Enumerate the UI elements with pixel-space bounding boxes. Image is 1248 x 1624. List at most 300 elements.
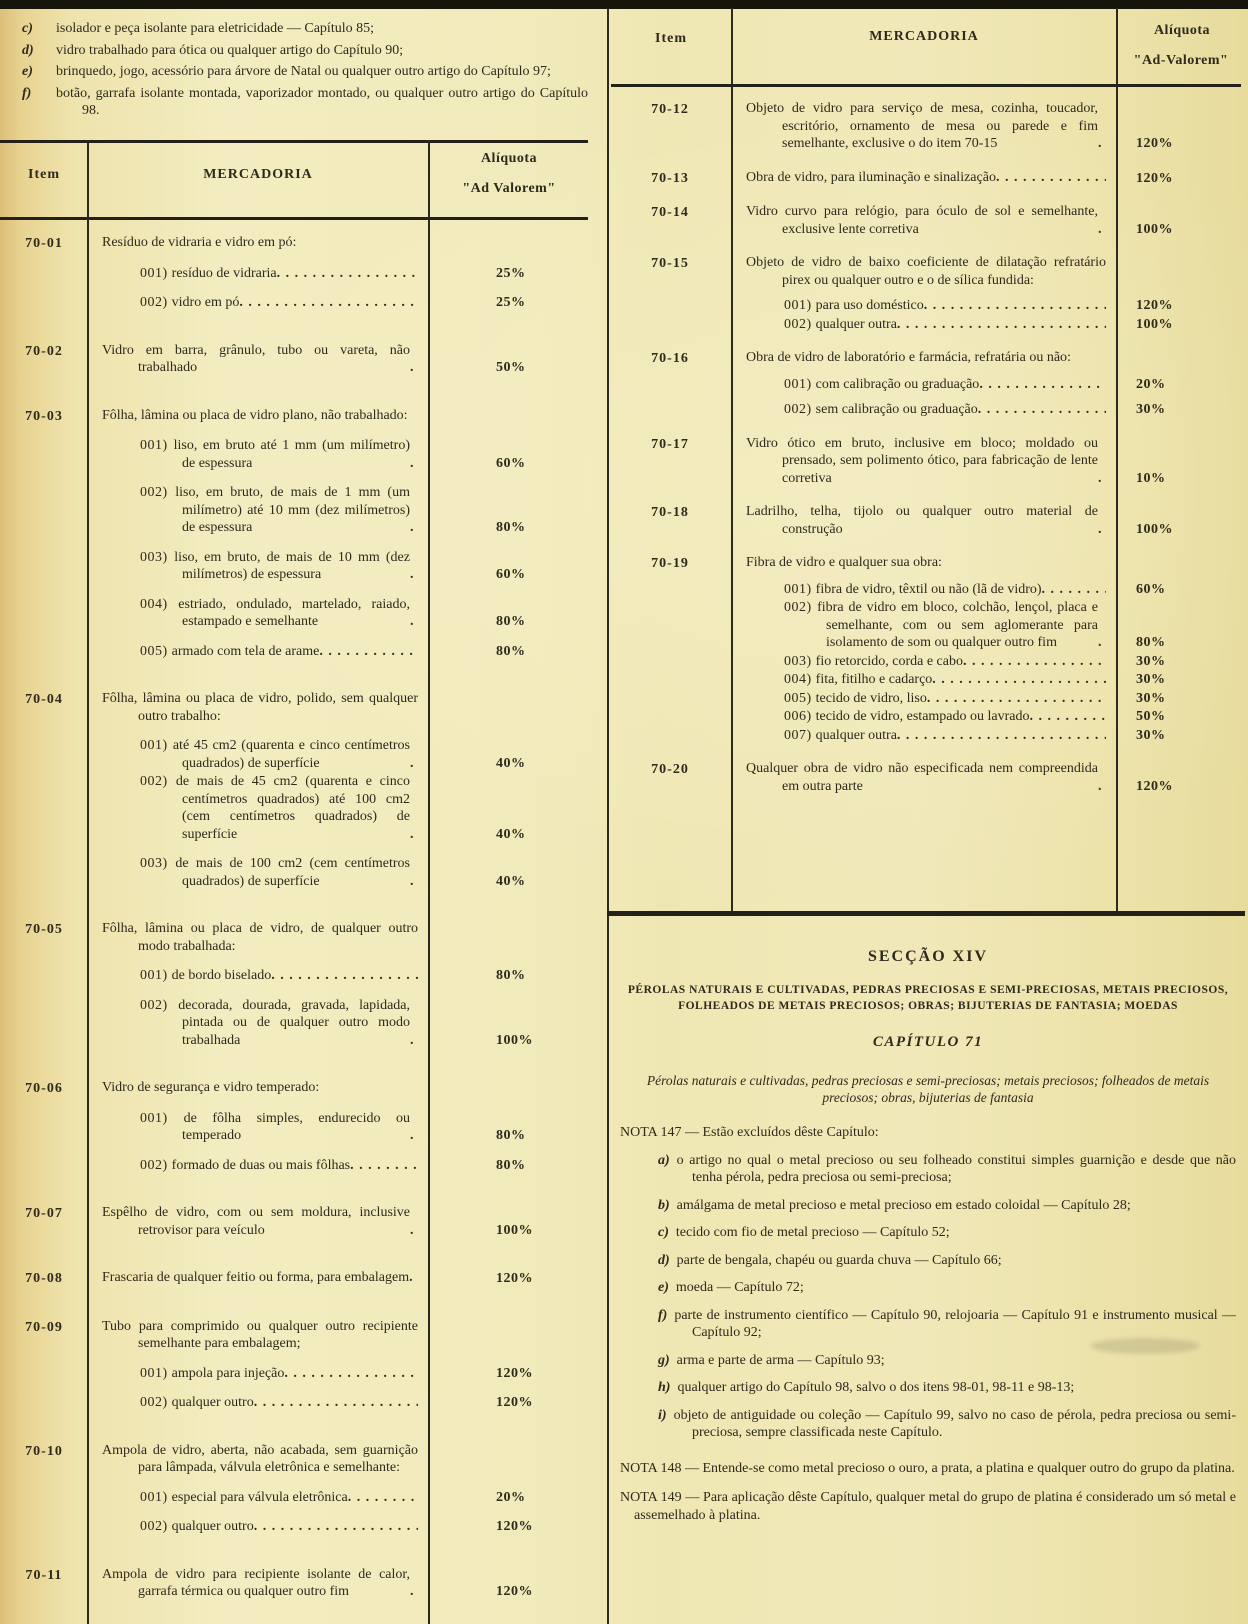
mercadoria-text: 001) de bordo biselado — [140, 968, 272, 983]
tariff-entry-row — [608, 760, 1248, 795]
mercadoria-text: Vidro em barra, grânulo, tubo ou vareta, não trabalhado — [102, 342, 410, 375]
dot-leader — [254, 1518, 418, 1536]
nota-item-label: h) — [658, 1380, 671, 1395]
mercadoria-line — [746, 316, 1106, 334]
sub-item-code: 001) — [784, 298, 816, 313]
intro-item-label: d) — [22, 42, 34, 58]
dot-leader — [271, 967, 418, 985]
mercadoria-cell — [88, 967, 428, 985]
item-code: 70-06 — [25, 1081, 63, 1096]
mercadoria-text: Ampola de vidro, aberta, não acabada, sem guarnição para lâmpada, válvula eletrônica e semelhante: — [102, 1442, 418, 1475]
mercadoria-text: Frascaria de qualquer feitio ou forma, para embalagem — [102, 1270, 410, 1285]
tariff-entry-row — [608, 599, 1248, 652]
nota-item-label: e) — [658, 1280, 669, 1295]
tariff-entry-row — [608, 100, 1248, 153]
mercadoria-cell — [732, 435, 1116, 488]
item-code: 70-15 — [651, 256, 689, 271]
rate-value: 60% — [496, 455, 526, 471]
item-code — [0, 1110, 88, 1145]
mercadoria-cell — [88, 265, 428, 283]
item-code — [0, 437, 88, 472]
tariff-entry-row — [0, 407, 590, 426]
item-code — [0, 265, 88, 283]
mercadoria-line — [746, 581, 1106, 599]
item-code — [608, 671, 732, 689]
mercadoria-cell — [732, 671, 1116, 689]
nota-147-item: h) qualquer artigo do Capítulo 98, salvo o dos itens 98-01, 98-11 e 98-13; — [658, 1380, 1075, 1395]
sub-item-code: 002) — [784, 316, 816, 332]
item-code: 70-16 — [651, 351, 689, 366]
mercadoria-cell — [732, 727, 1116, 745]
tariff-entry-row — [0, 265, 590, 283]
mercadoria-text: Obra de vidro de laboratório e farmácia, refratária ou não: — [746, 350, 1071, 365]
mercadoria-line — [746, 599, 1106, 652]
mercadoria-text: 002) fibra de vidro em bloco, colchão, lençol, placa e semelhante, com ou sem aglomerante para isolamento de som ou qualquer outro fim — [784, 600, 1098, 650]
tariff-entry-row — [0, 737, 590, 772]
dot-leader — [1098, 470, 1106, 488]
mercadoria-text: Fôlha, lâmina ou placa de vidro, de qualquer outro modo trabalhada: — [102, 921, 418, 954]
rate-value: 30% — [1136, 653, 1166, 669]
dot-leader — [254, 1394, 418, 1412]
tariff-entry-row — [608, 690, 1248, 708]
nota-149: NOTA 149 — Para aplicação dêste Capítulo, qualquer metal do grupo de platina é considerado um só metal e assemelhado à platina. — [620, 1490, 1236, 1523]
mercadoria-line — [746, 653, 1106, 671]
dot-leader — [410, 1583, 418, 1601]
mercadoria-text: Objeto de vidro para serviço de mesa, cozinha, toucador, escritório, ornamento de mesa ou parede e fim semelhante, exclusive o do item 70-15 — [746, 101, 1098, 151]
dot-leader — [1030, 708, 1107, 726]
dot-leader — [410, 613, 418, 631]
left-header-aliquota-2: "Ad Valorem" — [462, 181, 556, 196]
tariff-entry-row — [0, 1204, 590, 1239]
item-code: 70-14 — [651, 205, 689, 220]
mercadoria-text: Resíduo de vidraria e vidro em pó: — [102, 235, 297, 250]
mercadoria-line — [102, 484, 418, 537]
tariff-entry-row — [0, 1110, 590, 1145]
rate-value: 50% — [1136, 709, 1166, 724]
item-code — [0, 1157, 88, 1175]
item-code — [608, 316, 732, 334]
rate-value: 30% — [1136, 672, 1166, 687]
item-code: 70-18 — [651, 505, 689, 520]
tariff-entry-row — [0, 1394, 590, 1412]
left-header-mercadoria: MERCADORIA — [203, 167, 313, 182]
section-xiv — [610, 938, 1244, 1524]
dot-leader — [979, 376, 1106, 394]
mercadoria-cell — [88, 407, 428, 426]
tariff-entry-row — [608, 254, 1248, 289]
item-code — [608, 727, 732, 745]
rate-value: 50% — [496, 360, 526, 375]
nota-147-item: i) objeto de antiguidade ou coleção — Capítulo 99, salvo no caso de pérola, pedra preciosa ou semi-preciosa, sempre classificada neste Capítulo. — [658, 1407, 1236, 1440]
mercadoria-line — [746, 169, 1106, 187]
mercadoria-line — [102, 1110, 418, 1145]
tariff-entry-row — [608, 401, 1248, 419]
dot-leader — [277, 265, 418, 283]
mercadoria-text: Vidro curvo para relógio, para óculo de sol e semelhante, exclusive lente corretiva — [746, 204, 1098, 237]
rate-value: 120% — [1136, 170, 1173, 186]
nota-item-label: c) — [658, 1225, 669, 1240]
intro-exclusion-item — [14, 42, 588, 60]
mercadoria-line — [102, 265, 418, 283]
item-code — [608, 401, 732, 419]
tariff-entry-row — [608, 316, 1248, 334]
sub-item-code: 002) — [140, 1519, 172, 1534]
mercadoria-text: 002) vidro em pó — [140, 295, 240, 310]
mercadoria-text: 001) especial para válvula eletrônica — [140, 1489, 348, 1505]
tariff-entry-row — [0, 967, 590, 985]
intro-exclusion-list — [14, 20, 588, 124]
mercadoria-text: 006) tecido de vidro, estampado ou lavrado — [784, 709, 1030, 724]
item-code — [608, 297, 732, 315]
mercadoria-text: 004) estriado, ondulado, martelado, raiado, estampado e semelhante — [140, 596, 410, 629]
dot-leader — [924, 297, 1106, 315]
rate-value: 30% — [1136, 402, 1166, 417]
mercadoria-text: 002) qualquer outro — [140, 1395, 254, 1410]
mercadoria-text: Tubo para comprimido ou qualquer outro recipiente semelhante para embalagem; — [102, 1318, 418, 1351]
sub-item-code: 005) — [784, 690, 816, 706]
mercadoria-cell — [732, 100, 1116, 153]
mercadoria-cell — [88, 294, 428, 312]
dot-leader — [348, 1489, 418, 1507]
mercadoria-text: Espêlho de vidro, com ou sem moldura, inclusive retrovisor para veículo — [102, 1205, 410, 1238]
mercadoria-cell — [732, 503, 1116, 538]
mercadoria-line — [102, 437, 418, 472]
mercadoria-cell — [88, 1079, 428, 1098]
rate-value: 20% — [1136, 376, 1166, 392]
mercadoria-cell — [732, 760, 1116, 795]
mercadoria-text: 003) fio retorcido, corda e cabo — [784, 653, 963, 669]
item-code: 70-05 — [25, 922, 63, 937]
intro-item-label: c) — [22, 21, 33, 36]
tariff-entry-row — [608, 435, 1248, 488]
item-code — [0, 737, 88, 772]
mercadoria-cell — [88, 1365, 428, 1383]
item-code: 70-02 — [25, 343, 63, 359]
item-code — [0, 967, 88, 985]
mercadoria-text: 001) ampola para injeção — [140, 1365, 285, 1381]
dot-leader — [1098, 778, 1106, 796]
mercadoria-line — [102, 1394, 418, 1412]
tariff-entry-row — [0, 1269, 590, 1288]
rate-value: 120% — [1136, 136, 1173, 151]
tariff-entry-row — [0, 549, 590, 584]
mercadoria-line — [102, 737, 418, 772]
sub-item-code: 007) — [784, 727, 816, 743]
sub-item-code: 004) — [784, 672, 816, 687]
mercadoria-line — [102, 1079, 418, 1097]
sub-item-code: 001) — [140, 1365, 172, 1381]
rate-value: 60% — [1136, 581, 1166, 597]
left-header-aliquota-1: Alíquota — [480, 151, 538, 166]
mercadoria-line — [746, 708, 1106, 726]
mercadoria-text: 001) de fôlha simples, endurecido ou temperado — [140, 1110, 410, 1143]
mercadoria-line — [102, 1518, 418, 1536]
tariff-entry-row — [608, 708, 1248, 726]
mercadoria-line — [102, 294, 418, 312]
mercadoria-cell — [88, 920, 428, 955]
right-table-header-rule — [611, 84, 1241, 87]
mercadoria-cell — [732, 316, 1116, 334]
nota-147-lead: NOTA 147 — Estão excluídos dêste Capítulo: — [620, 1125, 879, 1140]
mercadoria-line — [102, 342, 418, 377]
sub-item-code: 002) — [784, 402, 816, 417]
mercadoria-text: 002) qualquer outro — [140, 1519, 254, 1534]
mercadoria-line — [746, 401, 1106, 419]
rate-value: 120% — [1136, 778, 1173, 794]
mercadoria-line — [746, 100, 1106, 153]
mercadoria-cell — [88, 437, 428, 472]
tariff-entry-row — [0, 643, 590, 661]
mercadoria-line — [102, 855, 418, 890]
item-code: 70-20 — [651, 762, 689, 777]
item-code — [0, 549, 88, 584]
item-code — [0, 484, 88, 537]
item-code — [0, 643, 88, 661]
tariff-entry-row — [608, 203, 1248, 238]
mercadoria-text: 001) fibra de vidro, têxtil ou não (lã de vidro) — [784, 581, 1042, 597]
tariff-entry-row — [0, 294, 590, 312]
right-header-aliquota-2: "Ad-Valorem" — [1133, 53, 1229, 68]
dot-leader — [350, 1157, 418, 1175]
rate-value: 40% — [496, 826, 526, 842]
dot-leader — [410, 826, 418, 844]
rate-value: 60% — [496, 567, 526, 582]
pencil-smudge — [1090, 1338, 1200, 1354]
mercadoria-text: 002) qualquer outra — [784, 316, 897, 332]
tariff-entry-row — [608, 671, 1248, 689]
mercadoria-cell — [88, 1318, 428, 1353]
mercadoria-text: Vidro ótico em bruto, inclusive em bloco; moldado ou prensado, sem polimento ótico, para fabricação de lente corretiva — [746, 435, 1098, 486]
mercadoria-cell — [88, 855, 428, 890]
mercadoria-text: 002) sem calibração ou graduação — [784, 402, 978, 417]
item-code: 70-08 — [25, 1271, 63, 1286]
intro-exclusion-item — [14, 85, 588, 120]
item-code — [0, 997, 88, 1050]
tariff-entry-row — [608, 169, 1248, 188]
dot-leader — [1098, 221, 1106, 239]
tariff-entry-row — [0, 920, 590, 955]
mercadoria-cell — [88, 342, 428, 377]
item-code: 70-13 — [651, 170, 689, 186]
dot-leader — [1042, 581, 1106, 599]
mercadoria-line — [746, 554, 1106, 572]
mercadoria-cell — [88, 737, 428, 772]
tariff-entry-row — [608, 581, 1248, 599]
mercadoria-cell — [88, 484, 428, 537]
tariff-entry-row — [0, 1079, 590, 1098]
intro-item-label: e) — [22, 64, 33, 79]
mercadoria-line — [102, 549, 418, 584]
item-code — [0, 596, 88, 631]
dot-leader — [963, 653, 1106, 671]
mercadoria-text: 005) tecido de vidro, liso — [784, 690, 927, 706]
item-code: 70-04 — [25, 692, 63, 707]
dot-leader — [1098, 135, 1106, 153]
item-code — [608, 653, 732, 671]
mercadoria-cell — [732, 708, 1116, 726]
dot-leader — [409, 1269, 418, 1287]
item-code: 70-01 — [25, 236, 63, 251]
sub-item-code: 002) — [140, 485, 176, 500]
sub-item-code: 001) — [140, 1110, 184, 1126]
mercadoria-line — [102, 643, 418, 661]
mercadoria-cell — [88, 690, 428, 725]
tariff-entry-row — [0, 1566, 590, 1601]
mercadoria-line — [102, 1204, 418, 1239]
intro-item-label: f) — [22, 85, 32, 101]
rate-value: 80% — [496, 1157, 526, 1173]
tariff-entry-row — [0, 1318, 590, 1353]
rate-value: 80% — [496, 968, 526, 983]
item-code — [0, 773, 88, 843]
mercadoria-text: Ampola de vidro para recipiente isolante de calor, garrafa térmica ou qualquer outro fim — [102, 1566, 410, 1599]
mercadoria-line — [102, 920, 418, 955]
section-title: SECÇÃO XIV — [867, 948, 988, 965]
sub-item-code: 001) — [140, 968, 172, 983]
rate-value: 100% — [1136, 221, 1173, 237]
tariff-entry-row — [0, 1442, 590, 1477]
dot-leader — [319, 643, 418, 661]
sub-item-code: 001) — [784, 376, 816, 392]
mercadoria-cell — [88, 1157, 428, 1175]
sub-item-code: 001) — [140, 265, 172, 281]
dot-leader — [239, 294, 418, 312]
rate-value: 30% — [1136, 727, 1166, 743]
mercadoria-text: 004) fita, fitilho e cadarço — [784, 672, 933, 687]
mercadoria-line — [102, 407, 418, 425]
mercadoria-text: Ladrilho, telha, tijolo ou qualquer outro material de construção — [746, 504, 1098, 537]
tariff-entry-row — [608, 297, 1248, 315]
sub-item-code: 006) — [784, 709, 816, 724]
item-code — [608, 708, 732, 726]
mercadoria-text: 001) liso, em bruto até 1 mm (um milímetro) de espessura — [140, 438, 410, 471]
item-code — [608, 690, 732, 708]
mercadoria-line — [746, 690, 1106, 708]
item-code — [0, 1394, 88, 1412]
sub-item-code: 003) — [784, 653, 816, 669]
dot-leader — [410, 359, 418, 377]
mercadoria-cell — [88, 1394, 428, 1412]
item-code: 70-12 — [651, 102, 689, 117]
sub-item-code: 005) — [140, 643, 172, 659]
sub-item-code: 002) — [140, 1395, 172, 1410]
rate-value: 20% — [496, 1489, 526, 1505]
mercadoria-line — [102, 773, 418, 843]
right-header-aliquota-1: Alíquota — [1153, 23, 1211, 38]
nota-147-item: f) parte de instrumento científico — Capítulo 90, relojoaria — Capítulo 91 e instrumento musical — Capítulo 92; — [658, 1307, 1236, 1340]
right-header-mercadoria: MERCADORIA — [869, 29, 979, 44]
nota-147-item: e) moeda — Capítulo 72; — [658, 1280, 804, 1295]
dot-leader — [410, 1032, 418, 1050]
tariff-entry-row — [0, 342, 590, 377]
rate-value: 100% — [496, 1222, 533, 1238]
rate-value: 100% — [1136, 521, 1173, 537]
tariff-entry-row — [0, 997, 590, 1050]
mercadoria-cell — [732, 401, 1116, 419]
dot-leader — [410, 873, 418, 891]
mercadoria-cell — [88, 1442, 428, 1477]
item-code — [0, 855, 88, 890]
right-header-item: Item — [655, 31, 687, 46]
mercadoria-text: 001) resíduo de vidraria — [140, 265, 277, 281]
mercadoria-text: Objeto de vidro de baixo coeficiente de dilatação refratário pirex ou qualquer outro e o de sílica fundida: — [746, 255, 1106, 288]
rate-value: 40% — [496, 755, 526, 771]
mercadoria-cell — [732, 349, 1116, 368]
mercadoria-text: 002) de mais de 45 cm2 (quarenta e cinco centímetros quadrados) até 100 cm2 (cem centímetros quadrados) de superfície — [140, 774, 411, 842]
left-header-item: Item — [28, 167, 60, 182]
rate-value: 120% — [496, 1584, 533, 1599]
mercadoria-text: 005) armado com tela de arame — [140, 643, 320, 659]
rate-value: 80% — [496, 643, 526, 659]
mercadoria-cell — [732, 203, 1116, 238]
mercadoria-line — [746, 349, 1106, 367]
mercadoria-cell — [88, 596, 428, 631]
sub-item-code: 001) — [140, 1489, 172, 1505]
rate-value: 120% — [496, 1365, 533, 1381]
item-code — [0, 1518, 88, 1536]
mercadoria-text: 002) formado de duas ou mais fôlhas — [140, 1157, 351, 1173]
nota-item-label: d) — [658, 1252, 670, 1268]
dot-leader — [410, 566, 418, 584]
sub-item-code: 002) — [140, 1157, 172, 1173]
intro-item-text: botão, garrafa isolante montada, vaporizador montado, ou qualquer outro artigo do Capítulo 98. — [56, 85, 588, 118]
nota-item-label: g) — [658, 1352, 670, 1368]
mercadoria-text: 003) liso, em bruto, de mais de 10 mm (dez milímetros) de espessura — [140, 549, 410, 582]
nota-147-item: c) tecido com fio de metal precioso — Capítulo 52; — [658, 1225, 950, 1240]
rate-value: 120% — [496, 1519, 533, 1534]
intro-item-text: isolador e peça isolante para eletricidade — Capítulo 85; — [56, 21, 374, 36]
item-code: 70-03 — [25, 408, 63, 424]
mercadoria-line — [102, 596, 418, 631]
mercadoria-text: Qualquer obra de vidro não especificada nem compreendida em outra parte — [746, 761, 1098, 794]
nota-147-items — [620, 1152, 1236, 1442]
mercadoria-line — [746, 727, 1106, 745]
mercadoria-cell — [732, 254, 1116, 289]
mercadoria-text: Fôlha, lâmina ou placa de vidro plano, não trabalhado: — [102, 407, 408, 423]
dot-leader — [1098, 634, 1106, 652]
left-table-body — [0, 234, 590, 1601]
dot-leader — [410, 755, 418, 773]
rate-value: 10% — [1136, 470, 1166, 486]
scan-edge-strip — [0, 0, 1248, 9]
sub-item-code: 002) — [784, 600, 818, 615]
dot-leader — [996, 169, 1106, 187]
dot-leader — [927, 690, 1106, 708]
mercadoria-line — [746, 254, 1106, 289]
dot-leader — [932, 671, 1106, 689]
nota-item-label: a) — [658, 1152, 670, 1168]
rate-value: 25% — [496, 295, 526, 310]
item-code — [0, 1365, 88, 1383]
intro-exclusion-item — [14, 63, 588, 81]
mercadoria-cell — [732, 169, 1116, 188]
mercadoria-line — [746, 376, 1106, 394]
rate-value: 100% — [496, 1032, 533, 1048]
mercadoria-cell — [88, 643, 428, 661]
mercadoria-cell — [88, 1110, 428, 1145]
intro-item-text: brinquedo, jogo, acessório para árvore de Natal ou qualquer outro artigo do Capítulo 97; — [56, 64, 551, 79]
item-code: 70-09 — [25, 1319, 63, 1335]
mercadoria-cell — [88, 1566, 428, 1601]
mercadoria-line — [746, 435, 1106, 488]
dot-leader — [284, 1365, 418, 1383]
tariff-entry-row — [0, 1365, 590, 1383]
mercadoria-cell — [88, 773, 428, 843]
intro-exclusion-item — [14, 20, 588, 38]
rate-value: 100% — [1136, 316, 1173, 332]
sub-item-code: 001) — [140, 738, 173, 753]
mercadoria-text: 003) de mais de 100 cm2 (cem centímetros quadrados) de superfície — [140, 856, 410, 889]
